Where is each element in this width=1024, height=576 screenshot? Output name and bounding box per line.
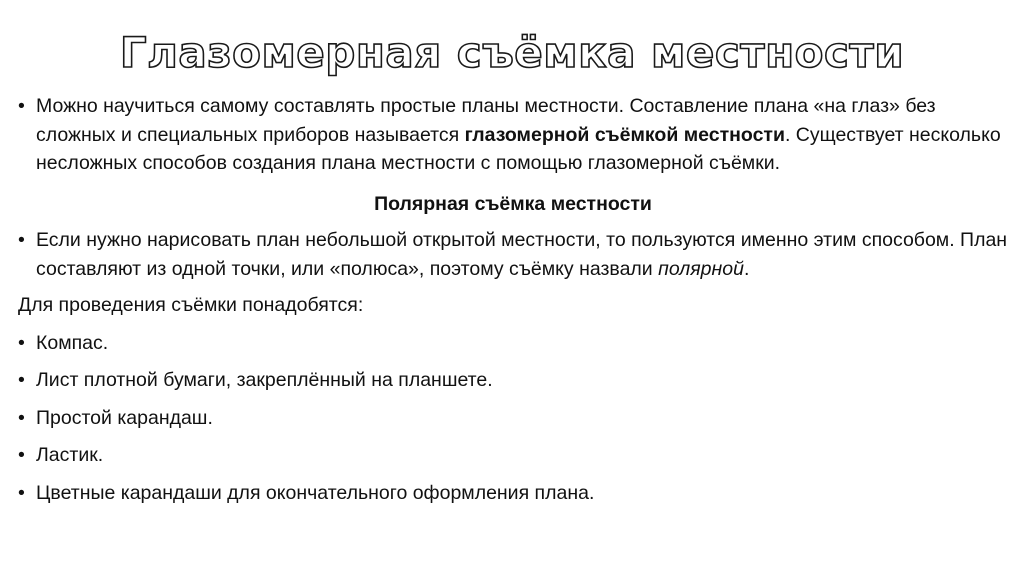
slide-content [18,92,1008,507]
polar-text-1: Если нужно нарисовать план небольшой открытой местности, то пользуются именно этим способом. План составляют из одной точки, или «полюса», поэтому съёмку назвали [36,229,1008,280]
slide-title: Глазомерная съёмка местности [119,28,905,77]
subheading-polar: Полярная съёмка местности [374,192,652,215]
polar-paragraph [18,226,1008,283]
polar-italic-term: полярной [658,257,744,280]
needs-label: Для проведения съёмки понадобятся: [18,294,364,316]
intro-paragraph [18,92,1008,178]
list-item: • Простой карандаш. [18,404,1008,433]
intro-bold-term: глазомерной съёмкой местности [464,123,785,146]
intro-text-2: . Существует несколько несложных способов создания плана местности с помощью глазомерной съёмки. [36,123,1001,174]
list-item: • Цветные карандаши для окончательного оформления плана. [18,479,1008,508]
list-item: • Лист плотной бумаги, закреплённый на планшете. [18,366,1008,395]
list-item: • Компас. [18,329,1008,358]
polar-text-2: . [743,257,750,280]
intro-text-1: Можно научиться самому составлять простые планы местности. Составление плана «на глаз» без сложных и специальных приборов называется [36,95,936,146]
list-item: • Ластик. [18,441,1008,470]
